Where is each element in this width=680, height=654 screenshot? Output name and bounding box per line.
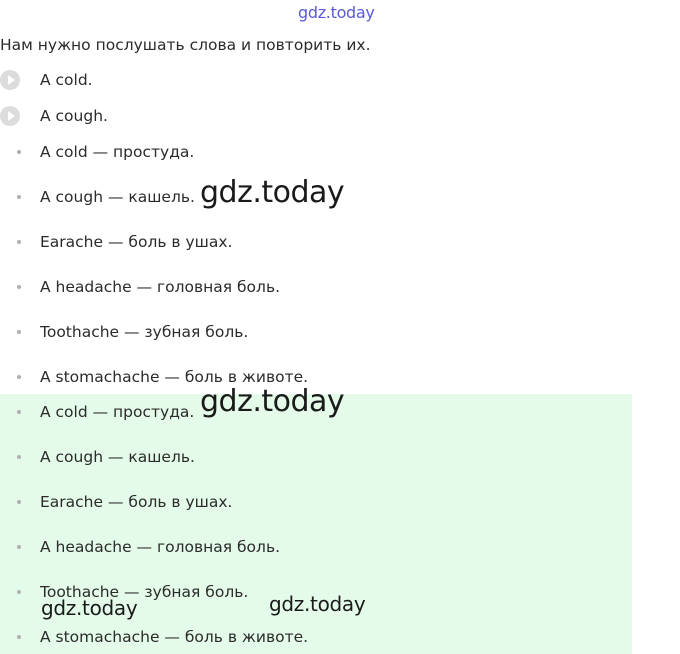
- watermark: gdz.today: [200, 175, 345, 210]
- bullet-icon: [17, 150, 21, 154]
- watermark: gdz.today: [200, 384, 345, 419]
- list-item-text: Toothache — зубная боль.: [40, 323, 249, 341]
- list-item-text: A stomachache — боль в животе.: [40, 628, 309, 646]
- audio-label: A cough.: [40, 107, 108, 125]
- audio-item-cough[interactable]: [0, 105, 108, 127]
- intro-text: Нам нужно послушать слова и повторить их.: [0, 36, 371, 54]
- list-item-text: Toothache — зубная боль.: [40, 583, 249, 601]
- bullet-icon: [17, 410, 21, 414]
- audio-label: A cold.: [40, 71, 93, 89]
- list-item-text: A cold — простуда.: [40, 403, 195, 421]
- bullet-icon: [17, 455, 21, 459]
- watermark: gdz.today: [41, 596, 138, 620]
- bullet-icon: [17, 590, 21, 594]
- bullet-icon: [17, 635, 21, 639]
- bullet-icon: [17, 375, 21, 379]
- bullet-icon: [17, 545, 21, 549]
- play-icon[interactable]: [0, 106, 20, 126]
- list-item-text: A cold — простуда.: [40, 143, 195, 161]
- list-item-text: A cough — кашель.: [40, 448, 195, 466]
- bullet-icon: [17, 240, 21, 244]
- list-item-text: A headache — головная боль.: [40, 278, 281, 296]
- watermark-top: gdz.today: [298, 3, 375, 22]
- bullet-icon: [17, 500, 21, 504]
- audio-item-cold[interactable]: [0, 69, 93, 91]
- watermark: gdz.today: [269, 592, 366, 616]
- play-icon[interactable]: [0, 70, 20, 90]
- list-item-text: A cough — кашель.: [40, 188, 195, 206]
- bullet-icon: [17, 195, 21, 199]
- list-item-text: A headache — головная боль.: [40, 538, 281, 556]
- list-item-text: Earache — боль в ушах.: [40, 233, 233, 251]
- list-item-text: A stomachache — боль в животе.: [40, 368, 309, 386]
- list-item-text: Earache — боль в ушах.: [40, 493, 233, 511]
- bullet-icon: [17, 330, 21, 334]
- bullet-icon: [17, 285, 21, 289]
